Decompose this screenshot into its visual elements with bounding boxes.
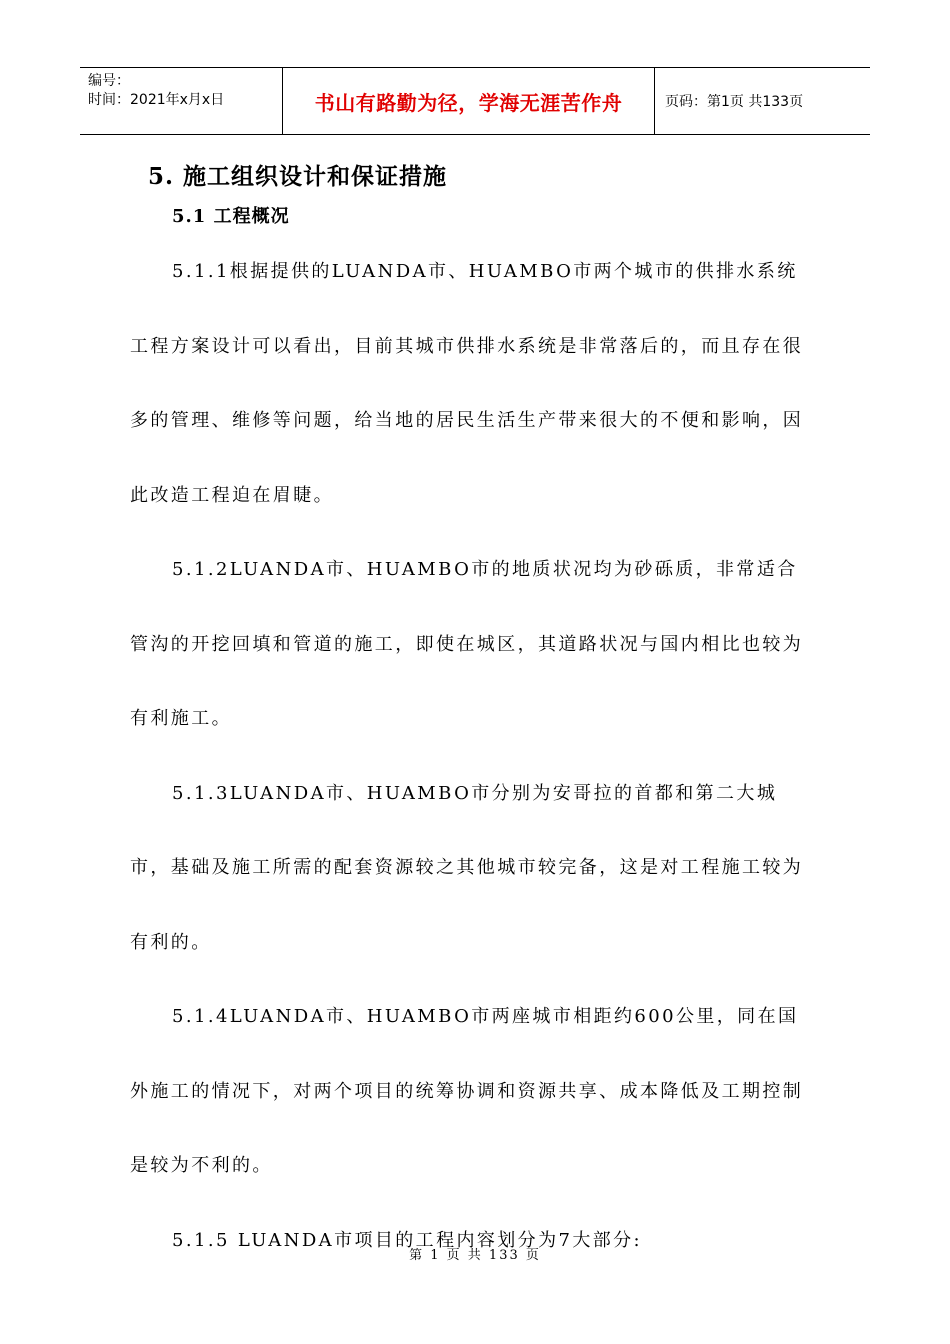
page-header xyxy=(80,67,870,135)
header-meta-cell xyxy=(80,68,283,134)
document-date-label: 时间：2021年x月x日 xyxy=(88,92,225,108)
paragraph-5-1-3: 5.1.3LUANDA市、HUAMBO市分别为安哥拉的首都和第二大城市，基础及施工所需的配套资源较之其他城市较完备，这是对工程施工较为有利的。 xyxy=(130,782,804,953)
header-motto: 书山有路勤为径，学海无涯苦作舟 xyxy=(283,68,655,134)
paragraph-5-1-1: 5.1.1根据提供的LUANDA市、HUAMBO市两个城市的供排水系统工程方案设计可以看出，目前其城市供排水系统是非常落后的，而且存在很多的管理、维修等问题，给当地的居民生活生产带来很大的不便和影响，因此改造工程迫在眉睫。 xyxy=(130,261,804,506)
document-number-label: 编号： xyxy=(88,73,130,89)
page-footer: 第 1 页 共 133 页 xyxy=(409,1248,541,1263)
header-page-info: 页码：第1页 共133页 xyxy=(665,94,804,110)
document-body xyxy=(130,235,810,1278)
paragraph-5-1-5: 5.1.5 LUANDA市项目的工程内容划分为7大部分: xyxy=(172,1229,643,1251)
paragraph-5-1-2: 5.1.2LUANDA市、HUAMBO市的地质状况均为砂砾质，非常适合管沟的开挖回填和管道的施工，即使在城区，其道路状况与国内相比也较为有利施工。 xyxy=(130,559,804,729)
paragraph-5-1-4: 5.1.4LUANDA市、HUAMBO市两座城市相距约600公里，同在国外施工的情况下，对两个项目的统筹协调和资源共享、成本降低及工期控制是较为不利的。 xyxy=(130,1006,804,1176)
subsection-title: 5.1 工程概况 xyxy=(172,206,290,227)
section-title: 5. 施工组织设计和保证措施 xyxy=(148,163,448,190)
